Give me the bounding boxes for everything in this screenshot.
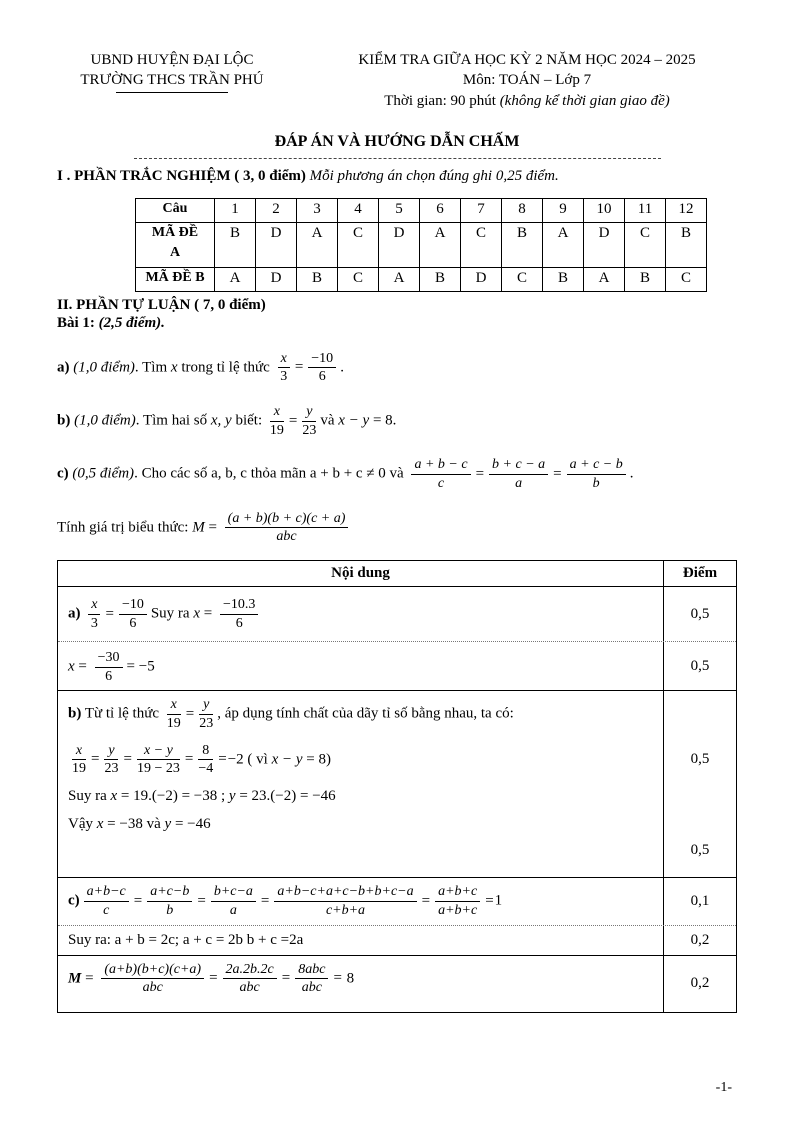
solution-text: 8 [342, 970, 355, 987]
fraction-denominator: 6 [129, 615, 137, 631]
exam-block [287, 50, 737, 111]
mc-col-header: 3 [297, 198, 338, 222]
equals-sign: = [74, 658, 91, 675]
divider-dashed [134, 158, 661, 159]
math-var: x [110, 788, 118, 805]
fraction [147, 884, 192, 918]
fraction-numerator: a + c − b [567, 457, 626, 475]
solution-point: 0,1 [690, 893, 710, 910]
section1-heading: I . PHẦN TRẮC NGHIỆM ( 3, 0 điểm) [57, 167, 310, 184]
fraction-numerator: a+c−b [147, 884, 192, 902]
bai1-label: Bài 1: [57, 314, 99, 331]
mc-rowB-label: MÃ ĐỀ B [136, 267, 215, 291]
mc-header-row [136, 198, 707, 222]
solution-text: Suy ra [68, 788, 111, 805]
mc-answer-cell: B [666, 222, 707, 267]
solution-text: −2 [227, 751, 244, 768]
math-var: y [228, 788, 236, 805]
exam-time-line [317, 91, 737, 111]
equals-sign: = [81, 970, 98, 987]
fraction-denominator: −4 [198, 761, 214, 777]
fraction-numerator: 8 [198, 743, 213, 761]
solution-text: , áp dụng tính chất của dãy tỉ số bằng nhau, ta có: [217, 706, 514, 723]
fraction-denominator: b [166, 903, 174, 919]
exam-subject-line: Môn: TOÁN – Lớp 7 [462, 72, 592, 89]
math-var: x [170, 359, 178, 376]
fraction-denominator: 19 [166, 716, 181, 732]
fraction-denominator: abc [276, 529, 297, 545]
solution-header-content: Nội dung [58, 561, 664, 586]
solution-text: Vậy [68, 816, 97, 833]
mc-corner-cell: Câu [136, 198, 215, 222]
solution-row-a2-content [58, 642, 664, 690]
equals-sign: = [553, 466, 562, 483]
fraction [72, 743, 86, 777]
mc-col-header: 12 [666, 198, 707, 222]
math-var: x − y [271, 751, 303, 768]
question-b-text: và [320, 412, 339, 429]
question-a-text: . [340, 359, 344, 376]
fraction-denominator: c+b+a [325, 903, 366, 919]
fraction-denominator: 23 [302, 422, 317, 438]
question-a-label: a) [57, 359, 74, 376]
mc-answer-cell: C [338, 267, 379, 291]
solution-text: và [142, 816, 165, 833]
fraction-denominator: 19 [269, 422, 284, 438]
equals-sign: = [288, 412, 298, 429]
fraction-denominator: a+b+c [438, 903, 478, 919]
question-b-score: (1,0 điểm) [74, 412, 136, 429]
math-var: x, y [210, 412, 232, 429]
mc-col-header: 5 [379, 198, 420, 222]
fraction-denominator: 23 [199, 716, 214, 732]
solution-point: 0,5 [690, 605, 710, 622]
fraction-numerator: −10 [119, 597, 147, 615]
mc-answer-cell: A [543, 222, 584, 267]
equals-sign: = [281, 970, 291, 987]
solution-point: 0,5 [690, 751, 710, 768]
solution-point-dual [664, 691, 736, 877]
exam-title-line: KIỂM TRA GIỮA HỌC KỲ 2 NĂM HỌC 2024 – 2025 [358, 52, 696, 68]
fraction-numerator: 2a.2b.2c [223, 962, 277, 980]
question-b-label: b) [57, 412, 75, 429]
solution-header-point: Điểm [682, 565, 718, 582]
equals-sign: = [184, 751, 194, 768]
equals-sign: = [218, 751, 227, 768]
row-label: a) [68, 605, 85, 622]
math-var: M [68, 970, 82, 987]
fraction-numerator: (a+b)(b+c)(c+a) [101, 962, 204, 980]
fraction [567, 457, 626, 491]
mc-answer-cell: C [502, 267, 543, 291]
fraction [223, 962, 277, 996]
equals-sign: = [123, 751, 132, 768]
question-b [57, 404, 737, 438]
bai1-heading [57, 315, 737, 332]
mc-col-header: 4 [338, 198, 379, 222]
mc-rowA-label [136, 222, 215, 267]
m-expression-line [57, 511, 737, 545]
mc-answer-cell: B [215, 222, 256, 267]
mc-answer-cell: C [338, 222, 379, 267]
equals-sign: = [91, 751, 100, 768]
question-c-score: (0,5 điểm) [72, 466, 135, 483]
fraction [295, 962, 328, 996]
fraction [199, 697, 213, 731]
equals-sign: = [197, 893, 206, 910]
mc-answer-cell: B [625, 267, 666, 291]
fraction-numerator: −30 [95, 650, 123, 668]
fraction [411, 457, 470, 491]
question-a-text: . Tìm [134, 359, 171, 376]
mc-answer-cell: B [420, 267, 461, 291]
question-a-score: (1,0 điểm) [73, 359, 135, 376]
solution-b-line2 [68, 743, 653, 777]
solution-text: ( vì [243, 751, 272, 768]
section1-note: Mỗi phương án chọn đúng ghi 0,25 điểm. [309, 167, 559, 184]
solution-point: 0,5 [690, 842, 710, 859]
equals-sign: = [105, 605, 114, 622]
fraction [489, 457, 548, 491]
fraction-denominator: 6 [235, 615, 243, 631]
mc-answer-cell: A [584, 267, 625, 291]
fraction [225, 511, 349, 545]
solution-text: = −5 [126, 658, 155, 675]
fraction [435, 884, 480, 918]
multiple-choice-answer-table [135, 198, 707, 292]
fraction-numerator: x [270, 404, 284, 422]
solution-row-b [58, 690, 736, 877]
exam-time-plain: Thời gian: 90 phút [384, 92, 500, 109]
solution-row-m [58, 955, 736, 1012]
fraction [220, 597, 258, 631]
equals-sign: = [209, 970, 218, 987]
math-var: x [96, 816, 104, 833]
fraction-numerator: y [302, 404, 316, 422]
solution-text: ; [217, 788, 229, 805]
question-c [57, 457, 737, 491]
solution-row-c1 [58, 877, 736, 924]
equals-sign: = [294, 359, 304, 376]
fraction-numerator: a + b − c [411, 457, 470, 475]
fraction [84, 884, 129, 918]
fraction [137, 743, 180, 777]
equals-sign: = [185, 706, 195, 723]
solution-b-line1 [68, 697, 653, 731]
fraction [95, 650, 123, 684]
m-expression-text: Tính giá trị biểu thức: [57, 519, 193, 536]
fraction-numerator: a+b−c+a+c−b+b+c−a [274, 884, 416, 902]
mc-answer-cell: B [502, 222, 543, 267]
mc-answer-cell: A [297, 222, 338, 267]
math-var: x − y [338, 412, 370, 429]
equals-sign: = [485, 893, 494, 910]
question-b-text: biết: [231, 412, 266, 429]
header-underline [116, 92, 228, 93]
fraction-denominator: b [592, 476, 600, 492]
fraction [167, 697, 181, 731]
fraction-numerator: a+b+c [435, 884, 480, 902]
mc-answer-cell: D [461, 267, 502, 291]
equals-sign: = [260, 893, 270, 910]
mc-answer-cell: A [379, 267, 420, 291]
org-line2: TRƯỜNG THCS TRẦN PHÚ [80, 72, 264, 89]
equals-sign: = [333, 970, 342, 987]
fraction-numerator: x [88, 597, 100, 615]
fraction-numerator: −10 [308, 351, 336, 369]
solution-row-c1-content [58, 878, 664, 924]
question-b-text: . Tìm hai số [135, 412, 211, 429]
math-var: x [68, 658, 75, 675]
fraction-denominator: a [229, 903, 237, 919]
solution-b-line4 [68, 816, 653, 833]
equals-sign: = [204, 519, 221, 536]
equals-sign: = [133, 893, 143, 910]
fraction-denominator: 19 − 23 [136, 761, 180, 777]
fraction-numerator: x − y [137, 743, 180, 761]
mc-answer-cell: B [543, 267, 584, 291]
fraction-denominator: 6 [318, 369, 326, 385]
mc-rowB [136, 267, 707, 291]
mc-answer-cell: B [297, 267, 338, 291]
school-block [57, 50, 287, 111]
mc-col-header: 11 [625, 198, 666, 222]
question-c-label: c) [57, 466, 73, 483]
mc-answer-cell: D [256, 222, 297, 267]
fraction-denominator: 3 [90, 615, 98, 631]
fraction-denominator: 6 [105, 668, 113, 684]
mc-answer-cell: C [625, 222, 666, 267]
fraction-denominator: c [437, 476, 445, 492]
fraction-numerator: x [167, 697, 181, 715]
mc-answer-cell: D [584, 222, 625, 267]
mc-col-header: 9 [543, 198, 584, 222]
math-var: M [192, 519, 205, 536]
solution-table [57, 560, 737, 1013]
exam-time-italic: (không kể thời gian giao đề) [499, 92, 670, 109]
solution-row-c2 [58, 925, 736, 955]
math-var: x [193, 605, 201, 622]
solution-row-a1 [58, 586, 736, 641]
mc-answer-cell: D [256, 267, 297, 291]
fraction [88, 597, 100, 631]
mc-answer-cell: D [379, 222, 420, 267]
fraction-numerator: (a + b)(b + c)(c + a) [225, 511, 349, 529]
solution-point: 0,2 [690, 975, 710, 992]
solution-text: Từ tỉ lệ thức [81, 706, 163, 723]
mc-col-header: 8 [502, 198, 543, 222]
solution-row-a2 [58, 641, 736, 690]
solution-row-c2-content: Suy ra: a + b = 2c; a + c = 2b b + c =2a [58, 926, 664, 955]
bai1-note: (2,5 điểm). [98, 314, 165, 331]
fraction [119, 597, 147, 631]
mc-answer-cell: A [215, 267, 256, 291]
mc-col-header: 1 [215, 198, 256, 222]
fraction [270, 404, 284, 438]
fraction-denominator: abc [142, 980, 163, 996]
fraction [302, 404, 316, 438]
equals-sign: = [475, 466, 485, 483]
mc-rowA [136, 222, 707, 267]
fraction-numerator: −10.3 [220, 597, 258, 615]
fraction [101, 962, 204, 996]
question-c-text: . [629, 466, 634, 483]
mc-col-header: 7 [461, 198, 502, 222]
document-header [57, 50, 737, 111]
fraction [278, 351, 290, 385]
fraction-numerator: y [199, 697, 213, 715]
mc-rowA-label-text: MÃ ĐỀ A [151, 224, 199, 261]
mc-col-header: 6 [420, 198, 461, 222]
math-var: y [164, 816, 172, 833]
question-a [57, 351, 737, 385]
solution-row-b-content [58, 691, 664, 877]
row-label: b) [68, 706, 82, 723]
fraction-denominator: 23 [104, 761, 119, 777]
solution-row-m-content [58, 956, 664, 1012]
fraction-numerator: x [278, 351, 290, 369]
fraction [274, 884, 416, 918]
question-a-text: trong tỉ lệ thức [177, 359, 274, 376]
fraction-denominator: 3 [280, 369, 288, 385]
solution-text: = 19.(−2) = −38 [117, 788, 218, 805]
fraction-denominator: a [515, 476, 523, 492]
equals-sign: = [421, 893, 431, 910]
fraction-numerator: a+b−c [84, 884, 129, 902]
fraction-numerator: x [72, 743, 86, 761]
solution-b-line3 [68, 788, 653, 805]
solution-text: = 8) [302, 751, 331, 768]
question-b-text: = 8. [369, 412, 397, 429]
fraction [198, 743, 213, 777]
solution-point: 0,2 [690, 931, 710, 948]
fraction-denominator: c [103, 903, 110, 919]
solution-text: = −46 [171, 816, 211, 833]
org-line1: UBND HUYỆN ĐẠI LỘC [90, 52, 254, 68]
fraction-numerator: y [104, 743, 118, 761]
question-c-text: . Cho các số a, b, c thỏa mãn a + b + c ≠ 0 và [134, 466, 408, 483]
mc-answer-cell: C [666, 267, 707, 291]
fraction-numerator: b+c−a [211, 884, 256, 902]
solution-text: Suy ra [150, 605, 194, 622]
solution-text: = −38 [103, 816, 143, 833]
section1-heading-line [57, 168, 737, 185]
solution-row-a1-content [58, 587, 664, 641]
page-number: -1- [715, 1080, 732, 1095]
fraction-denominator: abc [239, 980, 260, 996]
fraction-denominator: 19 [72, 761, 86, 777]
solution-text: = 23.(−2) = −46 [235, 788, 336, 805]
solution-point: 0,5 [690, 657, 710, 674]
fraction-numerator: b + c − a [489, 457, 548, 475]
solution-text: 1 [494, 893, 503, 910]
mc-col-header: 10 [584, 198, 625, 222]
fraction-numerator: 8abc [295, 962, 328, 980]
row-label: c) [68, 893, 80, 910]
fraction [308, 351, 336, 385]
fraction-denominator: abc [301, 980, 322, 996]
solution-header-row [58, 561, 736, 586]
mc-answer-cell: A [420, 222, 461, 267]
section2-heading: II. PHẦN TỰ LUẬN ( 7, 0 điểm) [57, 296, 266, 313]
fraction [104, 743, 118, 777]
page-title: ĐÁP ÁN VÀ HƯỚNG DẪN CHẤM [274, 132, 520, 150]
fraction [211, 884, 256, 918]
equals-sign: = [200, 605, 216, 622]
mc-col-header: 2 [256, 198, 297, 222]
mc-answer-cell: C [461, 222, 502, 267]
